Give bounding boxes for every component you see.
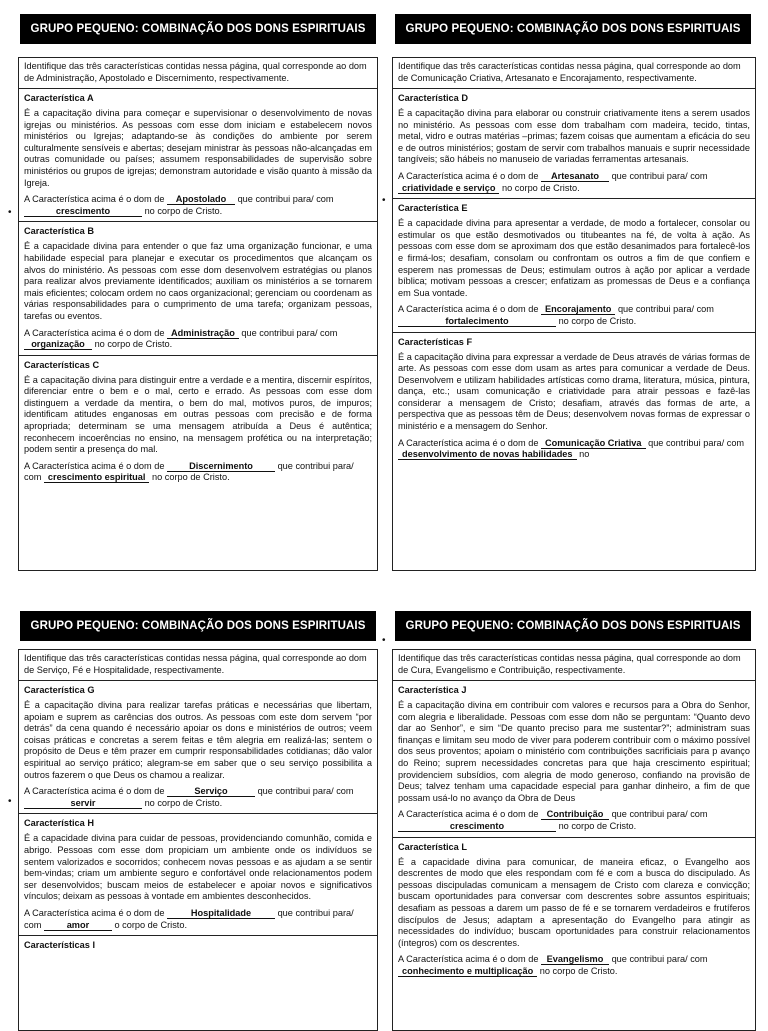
section-f [393, 333, 755, 465]
section-title: Característica A [24, 93, 94, 103]
section-body: É a capacidade divina para apresentar a verdade, de modo a fortalecer, consolar ou estimular os que estão desmotivados ou titubeantes na fé, de volta à ação. As pessoas com esse dom se aproximam dos que estão desanimados para fortalecê-los e firmá-los; desafiam, consolam ou confrontam os outros a fim de que confiem e esperem nas promessas de Deus; estimulam outros à ação por aplicar a verdade bíblica; motivam pessoas a crescer; enfatizam as promessas de Deus e a confiança em Sua vontade. [398, 218, 750, 298]
answer-blank-gift: Artesanato [541, 171, 609, 182]
answer-line [24, 328, 372, 351]
card-banner: GRUPO PEQUENO: COMBINAÇÃO DOS DONS ESPIRITUAIS [20, 611, 376, 641]
section-j [393, 681, 755, 838]
section-b [19, 222, 377, 355]
card-box [392, 649, 756, 1031]
answer-text: que contribui para/ com [611, 954, 708, 965]
answer-text: no corpo de Cristo. [558, 315, 637, 326]
card-servico [20, 611, 376, 641]
bullet-mark: • [8, 207, 12, 218]
answer-line [24, 786, 372, 809]
section-i [19, 936, 377, 959]
answer-line [398, 171, 750, 194]
answer-text: no [579, 449, 590, 460]
answer-blank-gift: Apostolado [167, 194, 235, 205]
bullet-mark: • [382, 195, 386, 206]
answer-blank-gift: Evangelismo [541, 954, 609, 965]
answer-blank-contribution: desenvolvimento de novas habilidades [398, 449, 577, 460]
answer-text: que contribui para/ com [648, 437, 745, 448]
answer-text: que contribui para/ com [24, 907, 354, 930]
answer-text: A Característica acima é o dom de [398, 170, 539, 181]
answer-text: que contribui para/ com [237, 194, 334, 205]
section-body: É a capacidade divina para comunicar, de maneira eficaz, o Evangelho aos descrentes de modo que eles respondam com fé e com a busca do discipulado. As pessoas discipuladas comunicam a mensagem de Cristo com clareza e convicção; buscam oportunidades para conversar com descrentes sobre assuntos espirituais; desafiam as pessoas a darem um passo de fé e se tornarem verdadeiros e frutíferos discípulos de Jesus; adaptam a apresentação do Evangelho para atingir as necessidades do indivíduo; buscam oportunidades para construir relacionamentos (íntegros) com os descrentes. [398, 856, 750, 948]
card-intro: Identifique das três características contidas nessa página, qual corresponde ao dom de Cura, Evangelismo e Contribuição, respectivamente. [393, 650, 755, 681]
answer-text: A Característica acima é o dom de [24, 327, 165, 338]
answer-blank-gift: Hospitalidade [167, 908, 275, 919]
bullet-mark: • [8, 796, 12, 807]
answer-text: A Característica acima é o dom de [24, 460, 165, 471]
card-banner: GRUPO PEQUENO: COMBINAÇÃO DOS DONS ESPIRITUAIS [20, 14, 376, 44]
section-body: É a capacitação divina em contribuir com valores e recursos para a Obra do Senhor, com alegria e liberalidade. Pessoas com esse dom não se perguntam: “Quanto devo dar ao Senhor”, e sim “De quanto preciso para me sustentar?”; administram suas finanças e limitam seu modo de viver para poderem contribuir com o máximo possível dos seus proventos; apoiam o ministério com contribuições sacrificiais para p avanço do Reino; suprem necessidades concretas para que haja crescimento espiritual; providenciem subsídios, com alegria de modo generoso, confiando na provisão de Deus; talvez tenham uma capacidade especial para ganhar dinheiro, a fim de que possam usá-lo no avanço da Obra de Deus [398, 700, 750, 803]
answer-text: A Característica acima é o dom de [398, 437, 539, 448]
answer-line [398, 438, 750, 461]
answer-line [398, 304, 750, 327]
answer-text: no corpo de Cristo. [144, 205, 223, 216]
answer-blank-contribution: conhecimento e multiplicação [398, 966, 537, 977]
section-title: Características F [398, 336, 473, 347]
answer-blank-contribution: fortalecimento [398, 316, 556, 327]
section-title: Característica B [24, 226, 94, 237]
answer-blank-gift: Encorajamento [541, 304, 615, 315]
card-banner: GRUPO PEQUENO: COMBINAÇÃO DOS DONS ESPIRITUAIS [395, 14, 751, 44]
answer-line [24, 908, 372, 931]
section-title: Característica G [24, 685, 95, 695]
section-d [393, 89, 755, 199]
answer-blank-gift: Contribuição [541, 809, 609, 820]
answer-blank-contribution: crescimento espiritual [44, 472, 150, 483]
answer-text: A Característica acima é o dom de [24, 907, 165, 918]
card-comunicacao [395, 14, 751, 44]
answer-text: A Característica acima é o dom de [398, 809, 539, 820]
answer-blank-contribution: criatividade e serviço [398, 183, 499, 194]
answer-line [398, 954, 750, 977]
section-body: É a capacidade divina para cuidar de pessoas, providenciando comunhão, comida e abrigo. Pessoas com esse dom propiciam um ambiente onde os indivíduos se sentem valorizados e socorridos; conhecem novas pessoas e as ajudam a se sentir bem-vindas; criam um ambiente seguro e confortável onde relacionamentos podem ser desenvolvidos; buscam meios de estabelecer e apoiar novos e significativos vínculos; deixam as pessoas à vontade em ambientes desconhecidos. [24, 833, 372, 902]
card-box [392, 57, 756, 571]
answer-text: que contribui para/ com [611, 809, 708, 820]
answer-line [24, 194, 372, 217]
section-body: É a capacitação divina para começar e supervisionar o desenvolvimento de novas igrejas ou ministérios. As pessoas com esse dom iniciam e estabelecem novos ministérios ou Igrejas; adaptando-se às condições do ambiente por serem culturalmente sensíveis e abertas; desejam ministrar às pessoas não-alcançadas em outras comunidade ou países; assumem responsabilidades de supervisão sobre ministérios ou grupos de igrejas; demonstram autoridade e visão quanto à missão da Igreja. [24, 108, 372, 188]
section-a [19, 89, 377, 222]
card-box [18, 649, 378, 1031]
section-title: Característica J [398, 685, 467, 695]
answer-blank-gift: Serviço [167, 786, 255, 797]
section-title: Característica H [24, 818, 94, 829]
card-banner: GRUPO PEQUENO: COMBINAÇÃO DOS DONS ESPIRITUAIS [395, 611, 751, 641]
section-title: Características I [24, 940, 95, 951]
card-intro: Identifique das três características contidas nessa página, qual corresponde ao dom de Administração, Apostolado e Discernimento, respectivamente. [19, 58, 377, 89]
answer-text: no corpo de Cristo. [144, 797, 223, 808]
answer-text: A Característica acima é o dom de [24, 786, 165, 797]
answer-text: no corpo de Cristo. [558, 820, 637, 831]
bullet-mark: • [382, 635, 386, 646]
answer-text: que contribui para/ com [257, 786, 354, 797]
answer-blank-contribution: servir [24, 798, 142, 809]
answer-blank-contribution: crescimento [24, 206, 142, 217]
answer-blank-contribution: amor [44, 920, 112, 931]
answer-blank-gift: Discernimento [167, 461, 275, 472]
section-body: É a capacitação divina para elaborar ou construir criativamente itens a serem usados no ministério. As pessoas com esse dom trabalham com madeira, tecido, tintas, metal, vidro e outras matérias –primas; fazem coisas que aumentam a eficácia do seu e de outros ministérios; gostam de servir com trabalhos manuais e suprir necessidade tangíveis; são hábeis no manuseio de variadas ferramentas artesanais. [398, 108, 750, 165]
answer-text: no corpo de Cristo. [94, 339, 173, 350]
section-title: Característica E [398, 203, 468, 214]
card-intro: Identifique das três características contidas nessa página, qual corresponde ao dom de Comunicação Criativa, Artesanato e Encorajamento, respectivamente. [393, 58, 755, 89]
section-body: É a capacitação divina para realizar tarefas práticas e necessárias que libertam, apoiam e suprem as carências dos outros. As pessoas com este dom servem “por detrás” da cena quando é necessário apoiar os dons e ministérios de outros; veem coisas práticas e concretas a serem feitas e têm alegria em realizá-las; sentem o propósito de Deus e têm prazer em cumprir responsabilidades cotidianas; dão valor espiritual ao serviço prático; alegram-se em saber que o seu serviço possibilita a outros fazerem o que Deus os chamou a realizar. [24, 700, 372, 780]
answer-blank-contribution: crescimento [398, 821, 556, 832]
section-body: É a capacitação divina para expressar a verdade de Deus através de várias formas de arte. As pessoas com esse dom usam as artes para comunicar a verdade de Deus. Desenvolvem e utilizam habilidades artísticas como drama, literatura, música, pintura, dança, etc.; usam comunicação e criatividade para atrair pessoas e fazê-las considerar a mensagem de Cristo; desafiam, através das formas de arte, a perspectiva que as pessoas têm de Deus; desenvolvem novas formas de expressar o ministério e a mensagem do Senhor. [398, 351, 750, 432]
answer-text: que contribui para/ com [617, 304, 714, 315]
answer-blank-gift: Administração [167, 328, 239, 339]
card-administracao [20, 14, 376, 44]
section-e [393, 199, 755, 332]
card-intro: Identifique das três características contidas nessa página, qual corresponde ao dom de Serviço, Fé e Hospitalidade, respectivamente. [19, 650, 377, 681]
answer-line [24, 461, 372, 484]
section-title: Características C [24, 359, 100, 370]
section-body: É a capacidade divina para entender o que faz uma organização funcionar, e uma habilidade especial para planejar e executar os procedimentos que alcançam os alvos do ministério. As pessoas com esse dom desenvolvem estratégias ou planos para realizar alvos previamente identificados; auxiliam os ministérios a se tornarem mais eficientes; colocam ordem no caos organizacional; gerenciam ou coordenam as várias responsabilidades para o cumprimento de uma tarefa; organizam pessoas, tarefas ou eventos. [24, 241, 372, 321]
section-l [393, 838, 755, 982]
answer-text: no corpo de Cristo. [539, 965, 618, 976]
section-body: É a capacitação divina para distinguir entre a verdade e a mentira, discernir espíritos, diferenciar entre o bem e o mal, certo e errado. As pessoas com esse dom distinguem a verdade da mentira, o bem do mal, motivos puros, de impuros; identificam atitudes enganosas em outras pessoas com precisão e de forma apropriada; determinam se uma mensagem atribuída a Deus é autêntica; reconhecem incoerências no ensino, na mensagem profética ou na interpretação; podem sentir a presença do mal. [24, 374, 372, 455]
answer-text: A Característica acima é o dom de [398, 304, 539, 315]
answer-text: que contribui para/ com [241, 327, 338, 338]
section-h [19, 814, 377, 936]
card-box [18, 57, 378, 571]
answer-text: que contribui para/ com [24, 460, 354, 483]
answer-text: que contribui para/ com [611, 170, 708, 181]
section-g [19, 681, 377, 814]
section-c [19, 356, 377, 488]
answer-text: o corpo de Cristo. [114, 919, 187, 930]
section-title: Característica D [398, 93, 468, 103]
answer-text: A Característica acima é o dom de [398, 954, 539, 965]
answer-text: no corpo de Cristo. [502, 182, 580, 193]
answer-blank-gift: Comunicação Criativa [541, 438, 646, 449]
answer-text: no corpo de Cristo. [152, 472, 230, 483]
answer-text: A Característica acima é o dom de [24, 194, 165, 205]
section-title: Característica L [398, 841, 467, 852]
answer-line [398, 809, 750, 832]
card-cura [395, 611, 751, 641]
answer-blank-contribution: organização [24, 339, 92, 350]
